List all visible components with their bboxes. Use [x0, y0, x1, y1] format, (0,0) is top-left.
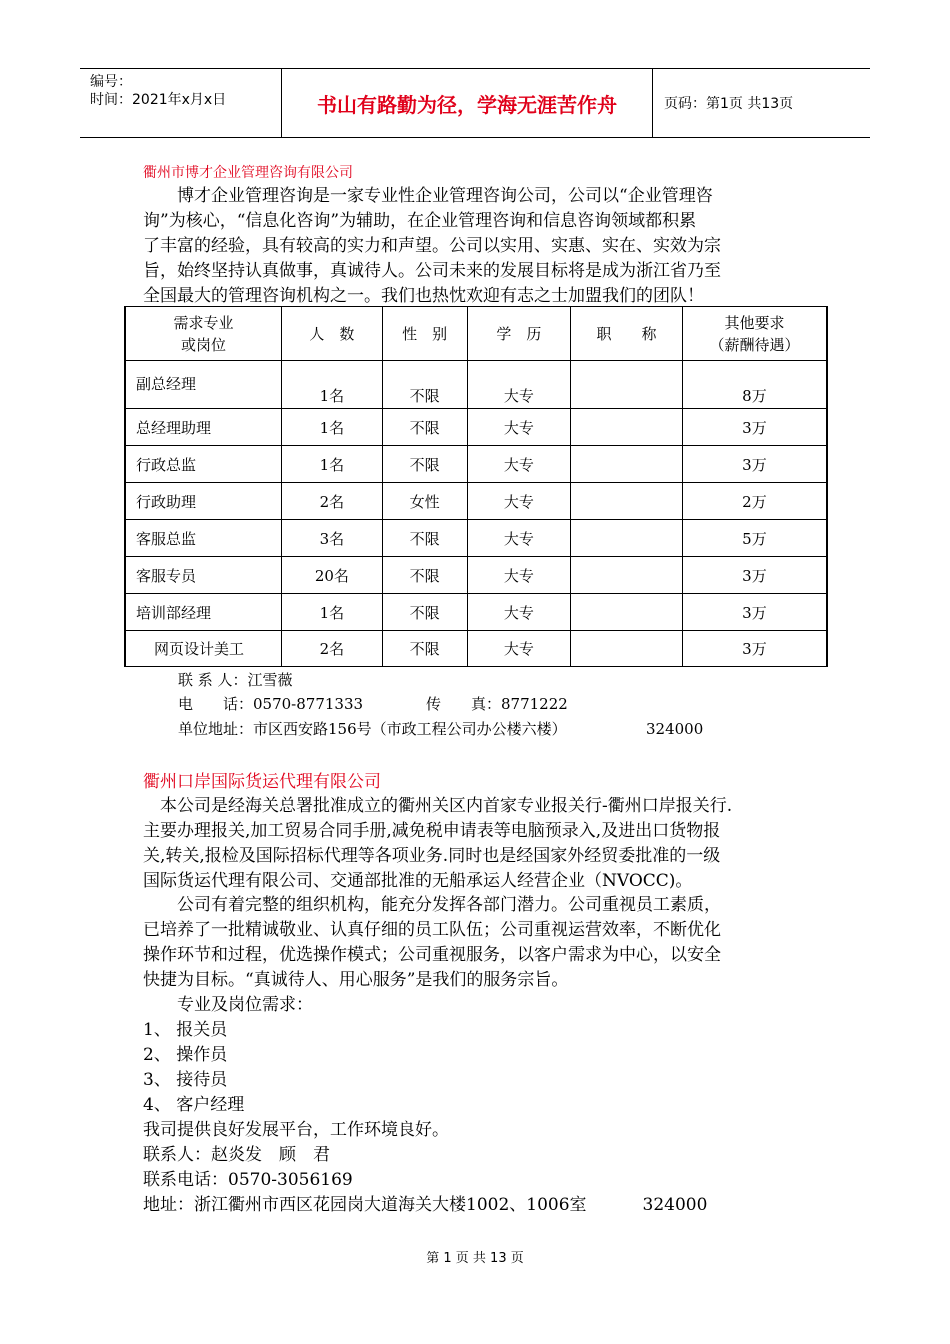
company1-address: 单位地址：市区西安路156号（市政工程公司办公楼六楼）: [178, 720, 567, 738]
cell-position: 副总经理: [125, 361, 282, 409]
header-meta: [80, 69, 282, 137]
company2-offer: 我司提供良好发展平台，工作环境良好。: [143, 1120, 449, 1140]
table-row: [125, 361, 827, 409]
cell-position: 网页设计美工: [125, 631, 282, 667]
company1-contact-person: 联 系 人：江雪薇: [178, 671, 293, 689]
cell-title: [571, 631, 683, 667]
company1-phone: 电 话：0570-8771333: [178, 695, 364, 713]
cell-gender: 女性: [382, 483, 467, 520]
cell-title: [571, 361, 683, 409]
company1-fax: 传 真：8771222: [426, 695, 568, 713]
company2-title: 衢州口岸国际货运代理有限公司: [143, 772, 381, 792]
cell-position: 客服总监: [125, 520, 282, 557]
cell-count: 1名: [282, 446, 383, 483]
para-line: 快捷为目标。“真诚待人、用心服务”是我们的服务宗旨。: [143, 970, 569, 990]
company2-phone: 联系电话：0570-3056169: [143, 1170, 353, 1190]
table-row: [125, 520, 827, 557]
cell-education: 大专: [467, 594, 571, 631]
needs-item: 1、 报关员: [143, 1020, 228, 1040]
company2-contact-person: 联系人：赵炎发 顾 君: [143, 1145, 330, 1165]
cell-salary: 5万: [682, 520, 827, 557]
table-row: [125, 594, 827, 631]
cell-education: 大专: [467, 446, 571, 483]
cell-salary: 3万: [682, 446, 827, 483]
needs-item: 4、 客户经理: [143, 1095, 245, 1115]
cell-title: [571, 557, 683, 594]
header-title: 职 称: [571, 307, 683, 361]
cell-count: 2名: [282, 631, 383, 667]
header-position: 需求专业 或岗位: [125, 307, 282, 361]
cell-salary: 3万: [682, 631, 827, 667]
cell-title: [571, 520, 683, 557]
cell-gender: 不限: [382, 594, 467, 631]
cell-position: 行政助理: [125, 483, 282, 520]
cell-position: 客服专员: [125, 557, 282, 594]
cell-gender: 不限: [382, 520, 467, 557]
cell-gender: 不限: [382, 409, 467, 446]
cell-count: 2名: [282, 483, 383, 520]
para-line: 关,转关,报检及国际招标代理等各项业务.同时也是经国家外经贸委批准的一级: [143, 846, 721, 866]
needs-label: 专业及岗位需求：: [177, 995, 313, 1015]
header-other: 其他要求 （薪酬待遇）: [682, 307, 827, 361]
para-line: 操作环节和过程，优选操作模式；公司重视服务，以客户需求为中心，以安全: [143, 945, 721, 965]
company2-para1: [143, 794, 823, 894]
needs-item: 2、 操作员: [143, 1045, 228, 1065]
header-page-number: 页码：第1页 共13页: [664, 96, 794, 112]
table-row: [125, 409, 827, 446]
doc-number-label: 编号：: [90, 74, 132, 90]
cell-position: 培训部经理: [125, 594, 282, 631]
page-footer: 第 1 页 共 13 页: [426, 1251, 524, 1266]
cell-position: 总经理助理: [125, 409, 282, 446]
header-education: 学 历: [467, 307, 571, 361]
header-motto: 书山有路勤为径，学海无涯苦作舟: [282, 69, 653, 137]
para-line: 已培养了一批精诚敬业、认真仔细的员工队伍；公司重视运营效率，不断优化: [143, 920, 721, 940]
cell-education: 大专: [467, 483, 571, 520]
cell-gender: 不限: [382, 446, 467, 483]
cell-education: 大专: [467, 520, 571, 557]
table-row: [125, 557, 827, 594]
cell-count: 3名: [282, 520, 383, 557]
table-row: [125, 446, 827, 483]
para-line: 国际货运代理有限公司、交通部批准的无船承运人经营企业（NVOCC)。: [143, 871, 693, 891]
cell-education: 大专: [467, 557, 571, 594]
cell-education: 大专: [467, 361, 571, 409]
company2-postcode: 324000: [642, 1195, 708, 1215]
intro-line: 询”为核心，“信息化咨询”为辅助，在企业管理咨询和信息咨询领域都积累: [143, 211, 697, 231]
table-row: [125, 483, 827, 520]
cell-salary: 3万: [682, 594, 827, 631]
page-header: [80, 68, 870, 138]
company2-address: 地址：浙江衢州市西区花园岗大道海关大楼1002、1006室 324000: [143, 1195, 708, 1215]
cell-position: 行政总监: [125, 446, 282, 483]
cell-gender: 不限: [382, 631, 467, 667]
cell-salary: 3万: [682, 409, 827, 446]
cell-salary: 2万: [682, 483, 827, 520]
intro-line: 了丰富的经验，具有较高的实力和声望。公司以实用、实惠、实在、实效为宗: [143, 236, 721, 256]
cell-title: [571, 446, 683, 483]
cell-count: 1名: [282, 594, 383, 631]
cell-count: 20名: [282, 557, 383, 594]
header-count: 人 数: [282, 307, 383, 361]
cell-title: [571, 409, 683, 446]
para-line: 本公司是经海关总署批准成立的衢州关区内首家专业报关行-衢州口岸报关行.: [160, 796, 733, 816]
table-header-row: [125, 307, 827, 361]
intro-line: 旨，始终坚持认真做事，真诚待人。公司未来的发展目标将是成为浙江省乃至: [143, 261, 721, 281]
cell-salary: 3万: [682, 557, 827, 594]
needs-item: 3、 接待员: [143, 1070, 228, 1090]
recruitment-table: [124, 306, 828, 667]
company2-para2: [143, 893, 823, 993]
para-line: 公司有着完整的组织机构，能充分发挥各部门潜力。公司重视员工素质，: [177, 895, 721, 915]
company1-postcode: 324000: [646, 720, 704, 738]
doc-time-label: 时间：2021年x月x日: [90, 92, 227, 108]
cell-gender: 不限: [382, 557, 467, 594]
cell-title: [571, 594, 683, 631]
table-row: [125, 631, 827, 667]
intro-line: 全国最大的管理咨询机构之一。我们也热忱欢迎有志之士加盟我们的团队！: [143, 286, 704, 306]
cell-education: 大专: [467, 409, 571, 446]
header-gender: 性 别: [382, 307, 467, 361]
cell-salary: 8万: [682, 361, 827, 409]
cell-count: 1名: [282, 409, 383, 446]
company1-intro: [143, 184, 823, 309]
company1-title: 衢州市博才企业管理咨询有限公司: [143, 165, 353, 181]
para-line: 主要办理报关,加工贸易合同手册,减免税申请表等电脑预录入,及进出口货物报: [143, 821, 721, 841]
company2-needs: [143, 993, 823, 1218]
cell-gender: 不限: [382, 361, 467, 409]
cell-title: [571, 483, 683, 520]
cell-education: 大专: [467, 631, 571, 667]
cell-count: 1名: [282, 361, 383, 409]
intro-line: 博才企业管理咨询是一家专业性企业管理咨询公司，公司以“企业管理咨: [177, 186, 713, 206]
